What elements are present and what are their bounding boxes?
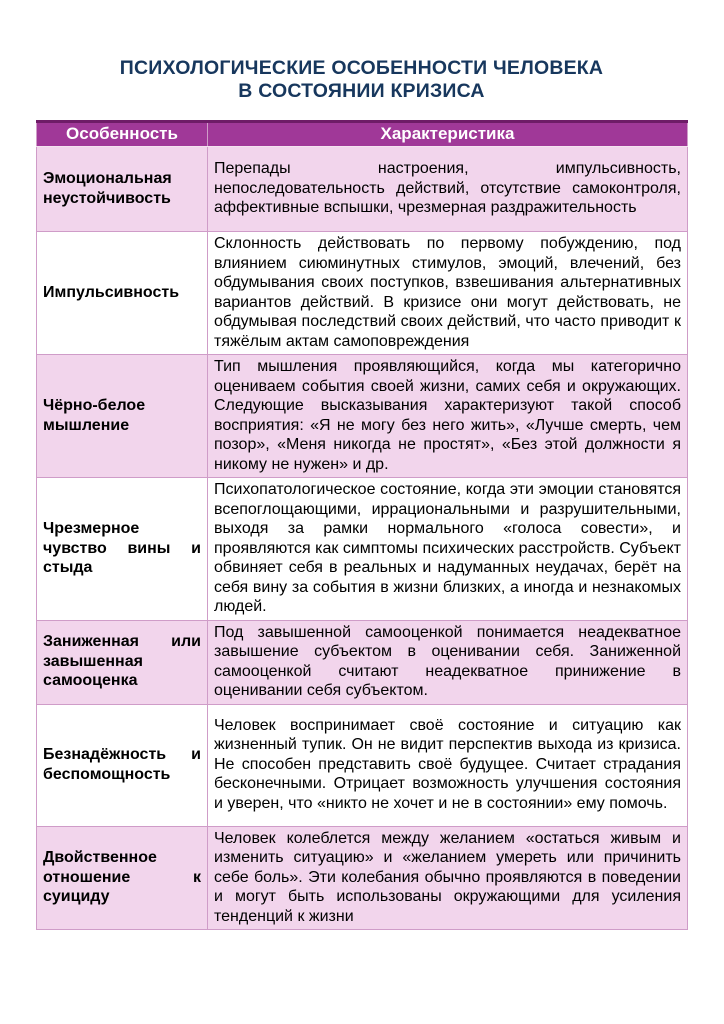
feature-cell: Заниженная или завышенная самооценка: [37, 620, 208, 704]
feature-cell: Безнадёжность и беспомощность: [37, 704, 208, 826]
features-table: [36, 120, 688, 930]
table-row: [37, 355, 688, 478]
characteristic-cell: Человек воспринимает своё состояние и ситуацию как жизненный тупик. Он не видит перспектив выхода из кризиса. Не способен представить своё будущее. Считает страдания бесконечными. Отрицает возможность улучшения состояния и уверен, что «никто не хочет и не в состоянии» ему помочь.: [208, 704, 688, 826]
table-row: [37, 478, 688, 621]
characteristic-cell: Тип мышления проявляющийся, когда мы категорично оцениваем события своей жизни, самих себя и окружающих. Следующие высказывания характеризуют такой способ восприятия: «Я не могу без него жить», «Лучше смерть, чем позор», «Меня никогда не простят», «Без этой должности я никому не нужен» и др.: [208, 355, 688, 478]
characteristic-cell: Психопатологическое состояние, когда эти эмоции становятся всепоглощающими, иррациональными и разрушительными, выходя за рамки нормального «голоса совести», и проявляются как симптомы психических расстройств. Субъект обвиняет себя в реальных и надуманных неудачах, берёт на себя вину за события в жизни близких, а иногда и незнакомых людей.: [208, 478, 688, 621]
characteristic-cell: Склонность действовать по первому побуждению, под влиянием сиюминутных стимулов, эмоций, влечений, без обдумывания своих поступков, взвешивания альтернативных вариантов действий. В кризисе они могут действовать, не обдумывая последствий своих действий, что часто приводит к тяжёлым актам самоповреждения: [208, 232, 688, 355]
table-row: [37, 620, 688, 704]
table-row: [37, 147, 688, 232]
characteristic-cell: Человек колеблется между желанием «остаться живым и изменить ситуацию» и «желанием умереть или причинить себе боль». Эти колебания обычно проявляются в поведении и могут быть использованы окружающими для усиления тенденций к жизни: [208, 826, 688, 930]
table-row: [37, 232, 688, 355]
characteristic-cell: Под завышенной самооценкой понимается неадекватное завышение субъектом в оценивании себя. Заниженной самооценкой считают неадекватное принижение в оценивании себя субъектом.: [208, 620, 688, 704]
column-header-feature: Особенность: [37, 122, 208, 147]
feature-cell: Двойственное отношение к суициду: [37, 826, 208, 930]
feature-cell: Импульсивность: [37, 232, 208, 355]
table-row: [37, 704, 688, 826]
page-title: [36, 57, 687, 103]
characteristic-cell: Перепады настроения, импульсивность, непоследовательность действий, отсутствие самоконтроля, аффективные вспышки, чрезмерная раздражительность: [208, 147, 688, 232]
feature-cell: Эмоциональная неустойчивость: [37, 147, 208, 232]
page-title-line2: В СОСТОЯНИИ КРИЗИСА: [238, 80, 485, 102]
table-header-row: [37, 122, 688, 147]
feature-cell: Чёрно-белое мышление: [37, 355, 208, 478]
table-row: [37, 826, 688, 930]
feature-cell: Чрезмерное чувство вины и стыда: [37, 478, 208, 621]
column-header-characteristic: Характеристика: [208, 122, 688, 147]
page-title-line1: ПСИХОЛОГИЧЕСКИЕ ОСОБЕННОСТИ ЧЕЛОВЕКА: [119, 57, 604, 79]
